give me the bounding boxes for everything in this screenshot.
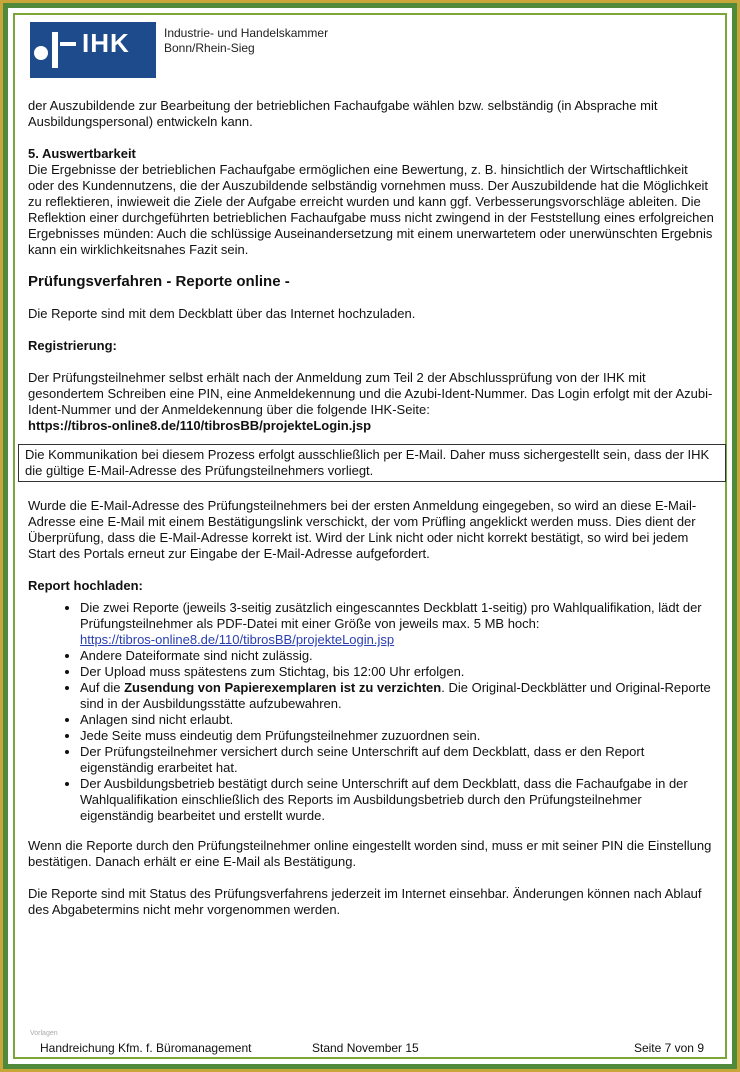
upload-link[interactable]: https://tibros-online8.de/110/tibrosBB/projekteLogin.jsp [80,632,395,647]
watermark: Vorlagen [30,1030,58,1037]
list-item: • Der Upload muss spätestens zum Stichtag, bis 12:00 Uhr erfolgen. [80,664,716,680]
list-item: • Der Prüfungsteilnehmer versichert durch seine Unterschrift auf dem Deckblatt, dass er den Report eigenständig erarbeitet hat. [80,744,716,776]
logo-dash [60,42,76,46]
registration-url[interactable]: https://tibros-online8.de/110/tibrosBB/projekteLogin.jsp [28,418,372,433]
email-paragraph: Wurde die E-Mail-Adresse des Prüfungsteilnehmers bei der ersten Anmeldung eingegeben, so wird an diese E-Mail-Adresse eine E-Mail mit einem Bestätigungslink verschickt, der vom Prüfling angeklickt werden muss. Dies dient der Überprüfung, dass die E-Mail-Adresse korrekt ist. Wird der Link nicht oder nicht korrekt bestätigt, so wird bei jedem Start des Portals erneut zur Eingabe der E-Mail-Adresse aufgefordert. [28,498,697,561]
report-upload-title: Report hochladen: [28,578,143,593]
list-item [80,680,716,712]
section5-title: 5. Auswertbarkeit [28,146,136,161]
logo-label: IHK [82,28,130,58]
org-line1: Industrie- und Handelskammer [164,26,329,40]
org-name [164,26,328,56]
ihk-logo [30,22,156,78]
list-item: • Jede Seite muss eindeutig dem Prüfungsteilnehmer zuzuordnen sein. [80,728,716,744]
closing-paragraph-2: Die Reporte sind mit Status des Prüfungsverfahrens jederzeit im Internet einsehbar. Änderungen können nach Ablauf des Abgabetermins nicht mehr vorgenommen werden. [28,886,702,917]
intro-paragraph: der Auszubildende zur Bearbeitung der betrieblichen Fachaufgabe wählen bzw. selbständig (in Absprache mit Ausbildungspersonal) entwickeln kann. [28,98,658,129]
upload-intro: Die Reporte sind mit dem Deckblatt über das Internet hochzuladen. [28,306,416,321]
report-upload-list [28,600,716,824]
list-item-text: Die zwei Reporte (jeweils 3-seitig zusätzlich eingescanntes Deckblatt 1-seitig) pro Wahlqualifikation, lädt der Prüfungsteilnehmer als PDF-Datei mit einer Größe von jeweils max. 5 MB hoch: [80,600,702,631]
list-item-bold: Zusendung von Papierexemplaren ist zu verzichten [124,680,442,695]
email-note-text: Die Kommunikation bei diesem Prozess erfolgt ausschließlich per E-Mail. Daher muss sichergestellt sein, dass der IHK die gültige E-Mail-Adresse des Prüfungsteilnehmers vorliegt. [25,447,710,478]
registration-text: Der Prüfungsteilnehmer selbst erhält nach der Anmeldung zum Teil 2 der Abschlussprüfung von der IHK mit gesondertem Schreiben eine PIN, eine Anmeldekennung und die Azubi-Ident-Nummer. Das Login erfolgt mit der Azubi-Ident-Nummer und der Anmeldekennung über die folgende IHK-Seite: [28,370,713,417]
list-item: • Andere Dateiformate sind nicht zulässig. [80,648,716,664]
logo-dot [34,46,48,60]
closing-paragraph-1: Wenn die Reporte durch den Prüfungsteilnehmer online eingestellt worden sind, muss er mit seiner PIN die Einstellung bestätigen. Danach erhält er eine E-Mail als Bestätigung. [28,838,712,869]
registration-title: Registrierung: [28,338,117,353]
logo-bar [52,32,58,68]
org-line2: Bonn/Rhein-Sieg [164,41,255,55]
section5-text: Die Ergebnisse der betrieblichen Fachaufgabe ermöglichen eine Bewertung, z. B. hinsichtlich der Wirtschaftlichkeit oder des Kundennutzens, die der Auszubildende selbständig vornehmen muss. Der Auszubildende hat die Möglichkeit zu reflektieren, inwieweit die Ziele der Aufgabe erreicht wurden und kann ggf. Verbesserungsvorschläge ableiten. Die Reflektion einer durchgeführten betrieblichen Fachaufgabe muss nicht zwingend in der Feststellung eines erfolgreichen Ergebnisses münden: Auch die schlüssige Auseinandersetzung mit einem unerwartetem oder unerwünschten Ergebnis kann ein wirklichkeitsnahes Fazit sein. [28,162,714,257]
list-item [80,600,716,648]
list-item: • Der Ausbildungsbetrieb bestätigt durch seine Unterschrift auf dem Deckblatt, dass die Fachaufgabe in der Wahlqualifikation einschließlich des Reports im Ausbildungsbetrieb durch den Prüfungsteilnehmer eigenständig bearbeitet und erstellt wurde. [80,776,716,824]
list-item: • Anlagen sind nicht erlaubt. [80,712,716,728]
section-heading: Prüfungsverfahren - Reporte online - [28,273,290,290]
list-item-pre: Auf die [80,680,125,695]
email-note-box [18,444,726,482]
list-item-post: . Die Original-Deckblätter und Original-Reporte sind in der Ausbildungsstätte aufzubewahren. [80,680,711,711]
footer-middle: Stand November 15 [312,1041,419,1055]
footer-left: Handreichung Kfm. f. Büromanagement [40,1041,252,1055]
document-body [25,98,716,918]
footer-page-number: Seite 7 von 9 [633,1041,704,1055]
